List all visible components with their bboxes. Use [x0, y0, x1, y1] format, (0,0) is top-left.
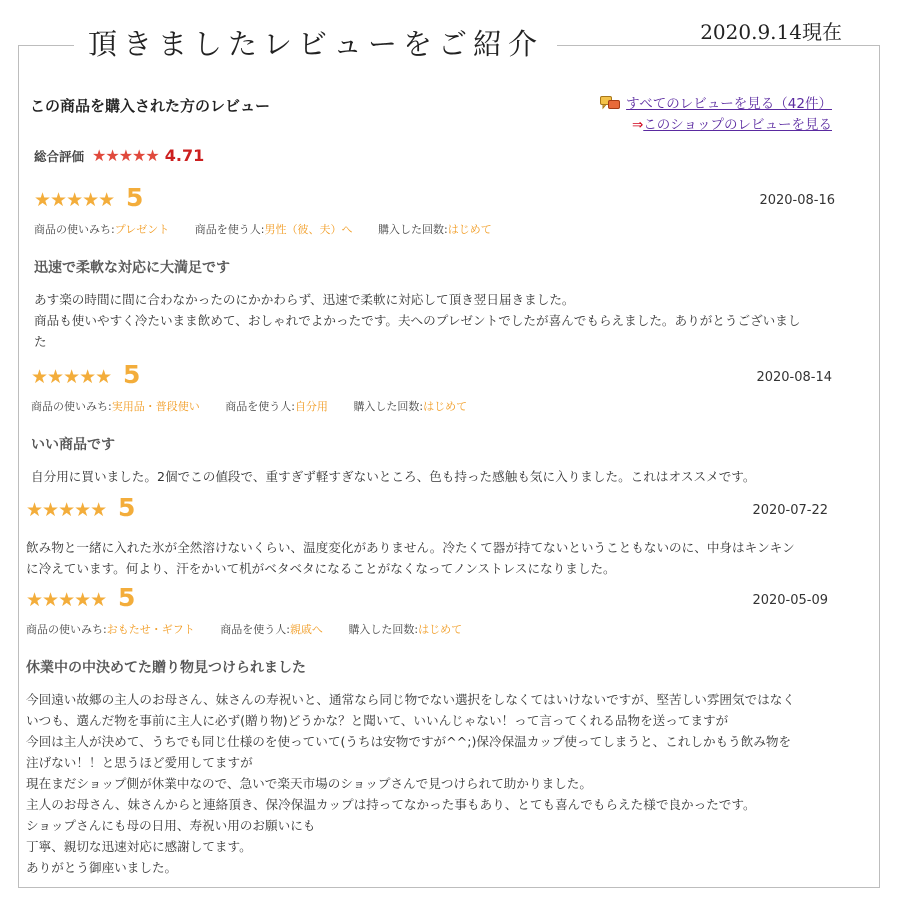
star-rating-icon: ★★★★★ — [26, 589, 107, 611]
review-line: 現在まだショップ側が休業中なので、急いで楽天市場のショップさんで見つけられて助かりました。 — [26, 776, 592, 791]
review-score: 5 — [118, 493, 136, 522]
user-label: 商品を使う人: — [225, 400, 295, 413]
use-value: プレゼント — [114, 223, 170, 236]
count-label: 購入した回数: — [353, 400, 424, 413]
review-body — [31, 466, 832, 487]
review-item — [31, 360, 832, 487]
star-rating-icon: ★★★★★ — [34, 189, 115, 211]
count-label: 購入した回数: — [378, 223, 448, 236]
arrow-icon: ⇒ — [631, 117, 644, 133]
review-line: 主人のお母さん、妹さんからと連絡頂き、保冷保温カップは持ってなかった事もあり、とても喜んでもらえた様で良かったです。 — [26, 797, 756, 812]
review-title: 迅速で柔軟な対応に大満足です — [34, 260, 230, 276]
review-date: 2020-08-16 — [759, 193, 835, 208]
user-label: 商品を使う人: — [194, 223, 265, 236]
overall-score: 4.71 — [164, 146, 205, 165]
review-links — [600, 94, 832, 136]
review-line: 注げない！！と思うほど愛用してますが — [26, 755, 253, 770]
review-line: た — [34, 334, 47, 349]
count-value: はじめて — [418, 623, 463, 636]
user-value: 男性（彼、夫）へ — [264, 223, 353, 236]
review-item — [34, 183, 835, 352]
review-line: あす楽の時間に間に合わなかったのにかかわらず、迅速で柔軟に対応して頂き翌日届きました。 — [34, 292, 575, 307]
use-label: 商品の使いみち: — [31, 400, 112, 413]
shop-reviews-link[interactable]: このショップのレビューを見る — [643, 117, 832, 133]
review-line: 今回遠い故郷の主人のお母さん、妹さんの寿祝いと、通常なら同じ物でない選択をしなくてはいけないですが、堅苦しい雰囲気ではなく — [26, 692, 795, 707]
review-line: ありがとう御座いました。 — [26, 860, 178, 875]
review-line: に冷えています。何より、汗をかいて机がベタベタになることがなくなってノンストレスになりました。 — [26, 561, 616, 576]
count-value: はじめて — [423, 400, 468, 413]
use-label: 商品の使いみち: — [34, 223, 115, 236]
review-body — [26, 537, 828, 579]
use-label: 商品の使いみち: — [26, 623, 107, 636]
user-value: 親戚へ — [289, 623, 323, 636]
review-line: 商品も使いやすく冷たいまま飲めて、おしゃれでよかったです。夫へのプレゼントでしたが喜んでもらえました。ありがとうございまし — [34, 313, 801, 328]
user-label: 商品を使う人: — [220, 623, 290, 636]
review-line: 丁寧、親切な迅速対応に感謝してます。 — [26, 839, 252, 854]
star-rating-icon: ★★★★★ — [31, 366, 112, 388]
review-meta — [26, 621, 828, 637]
use-value: おもたせ・ギフト — [106, 623, 195, 636]
star-rating-icon: ★★★★★ — [92, 146, 159, 165]
review-line: いつも、選んだ物を事前に主人に必ず(贈り物)どうかな？と聞いて、いいんじゃない！って言ってくれる品物を送ってますが — [26, 713, 729, 728]
use-value: 実用品・普段使い — [111, 400, 200, 413]
review-item — [26, 493, 828, 579]
review-date: 2020-05-09 — [752, 593, 828, 608]
count-label: 購入した回数: — [348, 623, 419, 636]
all-reviews-link[interactable]: すべてのレビューを見る（42件） — [626, 96, 832, 112]
user-value: 自分用 — [294, 400, 328, 413]
count-value: はじめて — [447, 223, 492, 236]
review-title: いい商品です — [31, 437, 115, 453]
overall-rating-label: 総合評価 — [34, 148, 85, 164]
review-meta — [34, 221, 835, 237]
review-body — [34, 289, 835, 352]
review-line: 自分用に買いました。2個でこの値段で、重すぎず軽すぎないところ、色も持った感触も気に入りました。これはオススメです。 — [31, 469, 756, 484]
page-title: この商品を購入された方のレビュー — [30, 97, 271, 115]
banner-title: 頂きましたレビューをご紹介 — [74, 22, 557, 66]
review-title: 休業中の中決めてた贈り物見つけられました — [26, 660, 306, 676]
review-item — [26, 583, 828, 878]
review-line: 今回は主人が決めて、うちでも同じ仕様のを使っていて(うちは安物ですが^^;)保冷保温カップ使ってしまうと、これしかもう飲み物を — [26, 734, 792, 749]
review-line: 飲み物と一緒に入れた氷が全然溶けないくらい、温度変化がありません。冷たくて器が持てないということもないのに、中身はキンキン — [26, 540, 795, 555]
as-of-date: 2020.9.14現在 — [700, 20, 842, 44]
review-score: 5 — [118, 583, 136, 612]
review-date: 2020-07-22 — [752, 503, 828, 518]
review-line: ショップさんにも母の日用、寿祝い用のお願いにも — [26, 818, 316, 833]
review-score: 5 — [123, 360, 141, 389]
star-rating-icon: ★★★★★ — [26, 499, 107, 521]
review-date: 2020-08-14 — [756, 370, 832, 385]
review-meta — [31, 398, 832, 414]
review-body — [26, 689, 828, 878]
chat-bubbles-icon — [600, 96, 620, 110]
review-score: 5 — [126, 183, 144, 212]
overall-rating — [34, 146, 204, 165]
